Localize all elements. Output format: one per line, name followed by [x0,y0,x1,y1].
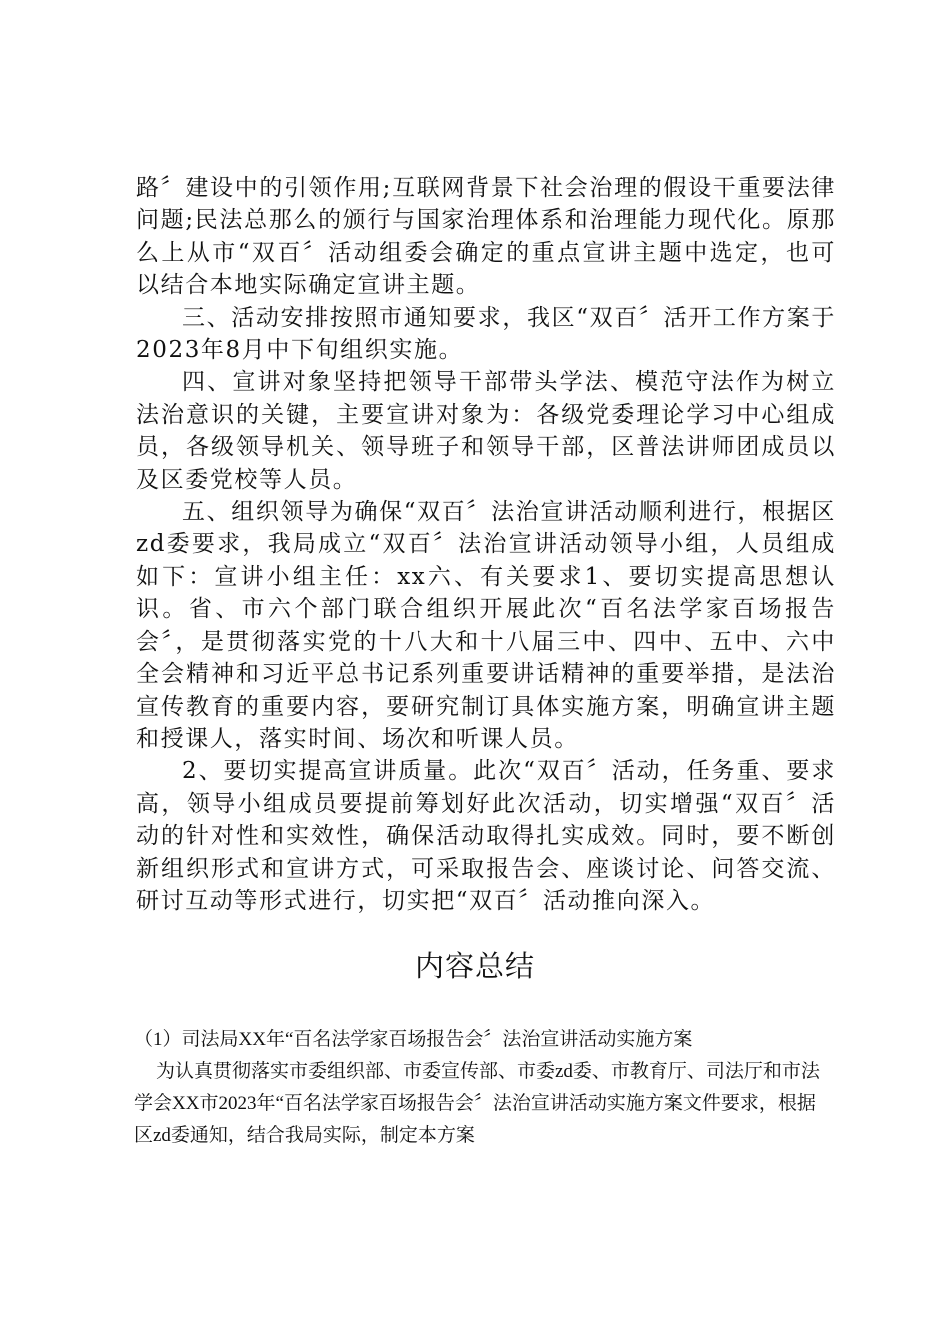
paragraph-organization: 五、组织领导为确保“双百〞法治宣讲活动顺利进行，根据区zd委要求，我局成立“双百〞法治宣讲活动领导小组，人员组成如下：宣讲小组主任：xx六、有关要求1、要切实提高思想认识。省、市六个部门联合组织开展此次“百名法学家百场报告会〞，是贯彻落实党的十八大和十八届三中、四中、五中、六中全会精神和习近平总书记系列重要讲话精神的重要举措，是法治宣传教育的重要内容，要研究制订具体实施方案，明确宣讲主题和授课人，落实时间、场次和听课人员。 [136,499,836,752]
summary-heading-line: （1）司法局XX年“百名法学家百场报告会〞法治宣讲活动实施方案 [134,1029,693,1050]
paragraph-activity-schedule: 三、活动安排按照市通知要求，我区“双百〞活开工作方案于2023年8月中下旬组织实施。 [136,304,836,364]
paragraph-continued: 路〞建设中的引领作用;互联网背景下社会治理的假设干重要法律问题;民法总那么的颁行与国家治理体系和治理能力现代化。原那么上从市“双百〞活动组委会确定的重点宣讲主题中选定，也可以结合本地实际确定宣讲主题。 [136,175,836,299]
summary-section [134,1024,824,1152]
paragraph-audience: 四、宣讲对象坚持把领导干部带头学法、模范守法作为树立法治意识的关键，主要宣讲对象为：各级党委理论学习中心组成员，各级领导机关、领导班子和领导干部，区普法讲师团成员以及区委党校等人员。 [136,369,836,493]
summary-title: 内容总结 [414,949,535,983]
summary-body: 为认真贯彻落实市委组织部、市委宣传部、市委zd委、市教育厅、司法厅和市法学会XX市2023年“百名法学家百场报告会〞法治宣讲活动实施方案文件要求，根据区zd委通知，结合我局实际，制定本方案 [134,1061,820,1146]
document-body [136,172,836,917]
paragraph-quality: 2、要切实提高宣讲质量。此次“双百〞活动，任务重、要求高，领导小组成员要提前筹划好此次活动，切实增强“双百〞活动的针对性和实效性，确保活动取得扎实成效。同时，要不断创新组织形式和宣讲方式，可采取报告会、座谈讨论、问答交流、研讨互动等形式进行，切实把“双百〞活动推向深入。 [136,758,836,914]
